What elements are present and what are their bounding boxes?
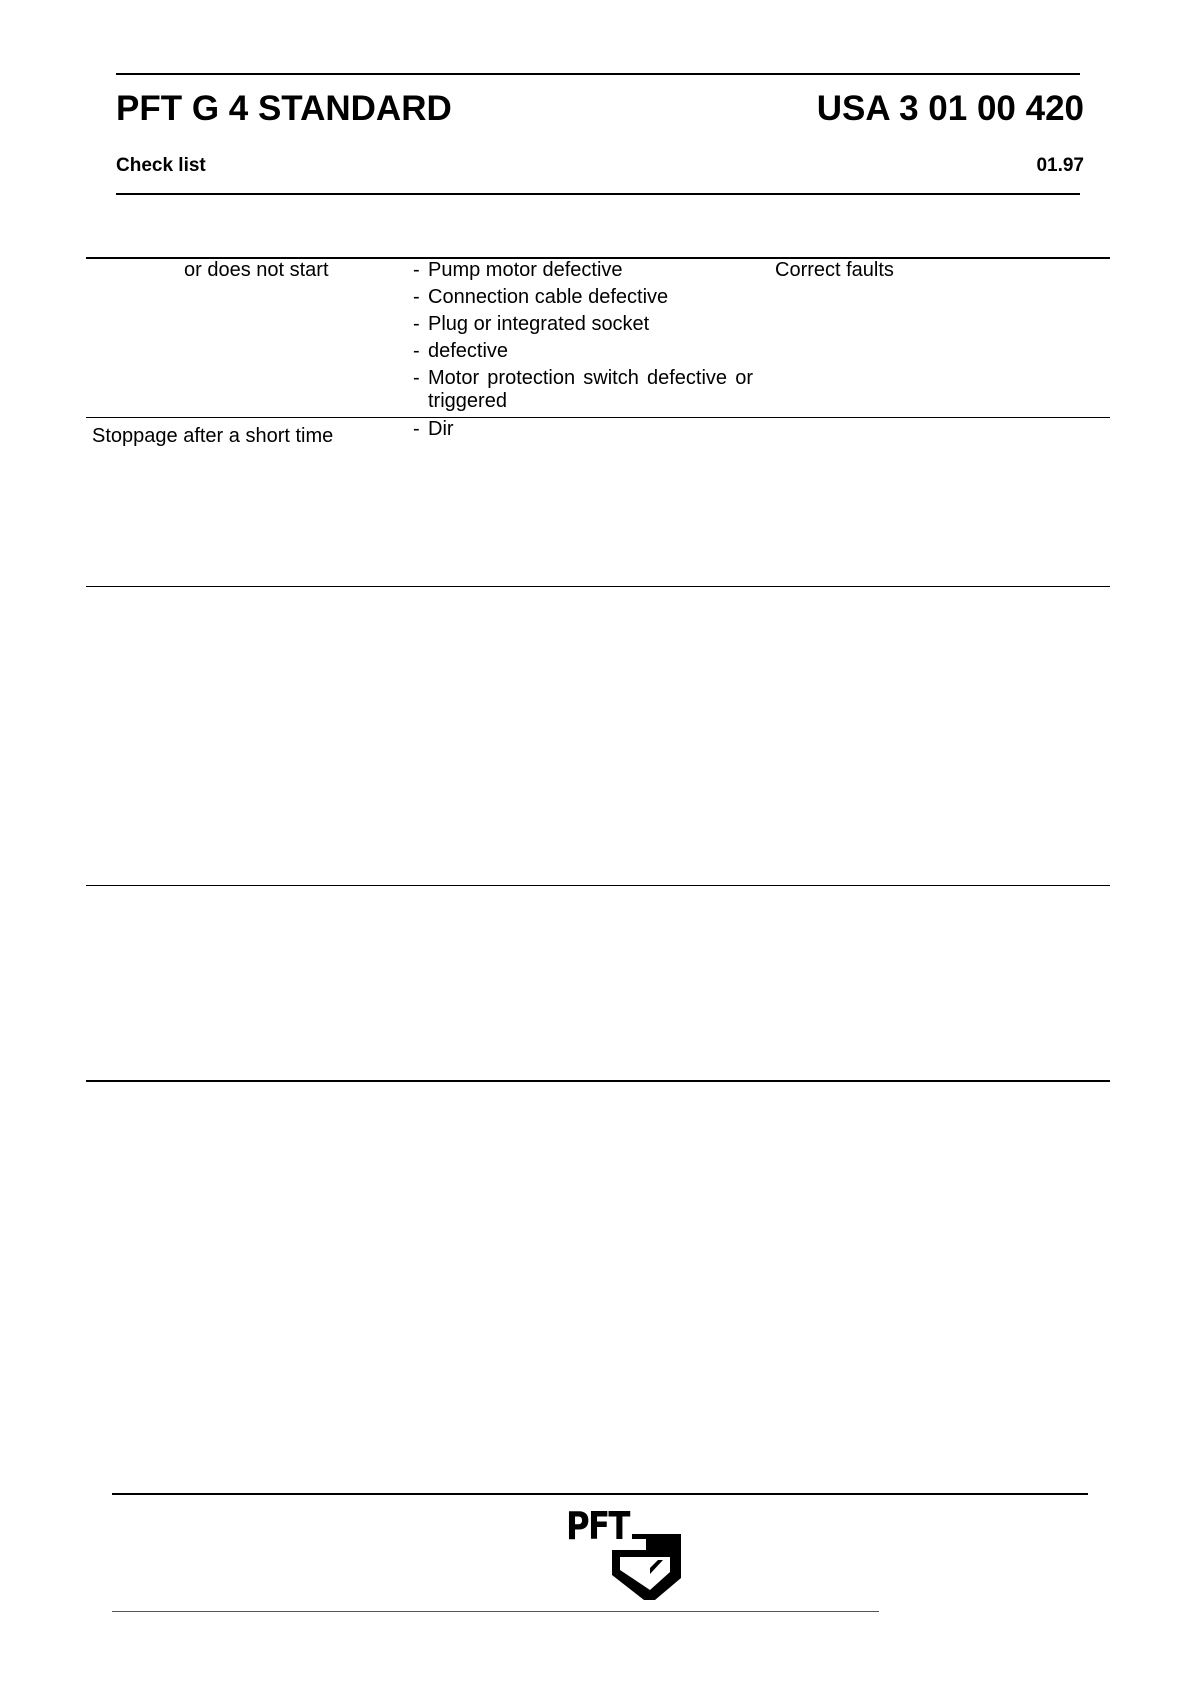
list-item: - Motor protection switch defective or triggered <box>413 367 753 412</box>
list-item: - Connection cable defective <box>413 286 669 308</box>
causes-list <box>413 416 753 443</box>
list-item: - Plug or integrated socket <box>413 313 650 335</box>
pft-shield-logo-icon <box>566 1508 681 1600</box>
fault-cell: or does not start <box>184 259 329 281</box>
logo-text: PFT <box>566 1504 629 1548</box>
causes-list <box>413 257 753 413</box>
footer-bottom-rule <box>112 1611 879 1612</box>
document-number: USA 3 01 00 420 <box>816 89 1084 128</box>
table-bottom-rule <box>86 1080 1110 1082</box>
remedy-cell: Correct faults <box>775 259 894 281</box>
pft-logo <box>566 1504 681 1600</box>
document-date: 01.97 <box>1036 155 1084 176</box>
table-row-divider <box>86 885 1110 886</box>
list-item: - defective <box>413 340 509 362</box>
header-bottom-rule <box>116 193 1080 195</box>
list-item: - Pump motor defective <box>413 259 623 281</box>
table-row-divider <box>86 586 1110 587</box>
section-subtitle: Check list <box>116 155 206 176</box>
document-title: PFT G 4 STANDARD <box>116 89 452 128</box>
header-top-rule <box>116 73 1080 75</box>
footer-rule <box>112 1493 1088 1495</box>
fault-cell: Stoppage after a short time <box>92 425 334 447</box>
list-item: - Dir <box>413 418 454 440</box>
